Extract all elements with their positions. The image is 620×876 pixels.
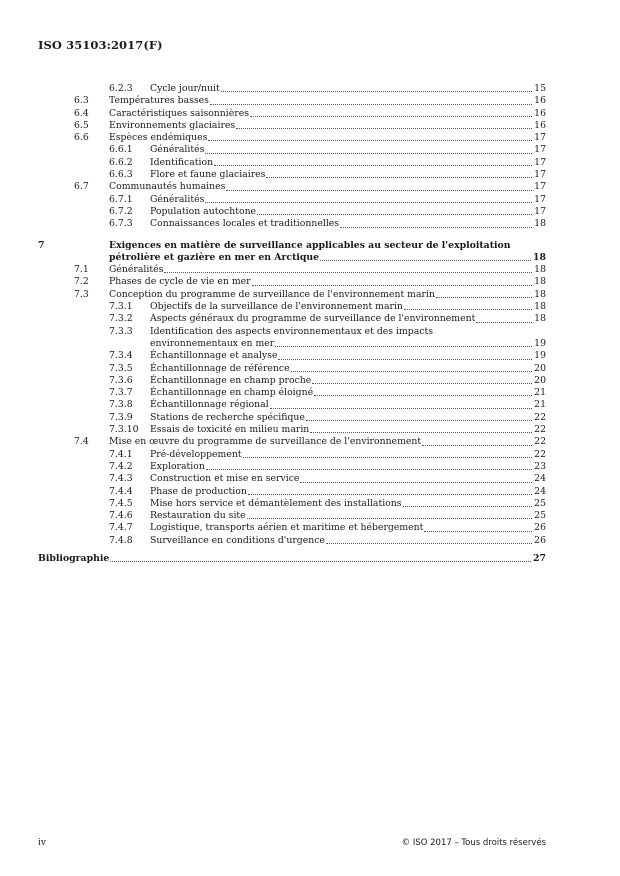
leader-dots [257,214,532,215]
toc-entry[interactable] [38,486,546,498]
toc-entry-page: 17 [534,205,546,217]
toc-entry[interactable] [38,120,546,132]
leader-dots [210,104,532,105]
toc-entry-number: 6.3 [74,95,89,107]
toc-entry-page: 21 [534,387,546,399]
toc-entry-title: Restauration du site [150,510,246,522]
toc-entry-page: 16 [534,119,546,131]
toc-entry[interactable] [38,144,546,156]
toc-entry-number: 7.4.1 [109,448,133,460]
toc-entry-page: 21 [534,399,546,411]
toc-entry-number: 7.3.8 [109,399,133,411]
leader-dots [266,177,532,178]
toc-entry[interactable] [38,363,546,375]
toc-entry[interactable] [38,181,546,193]
toc-entry-number: 7.3.7 [109,387,133,399]
toc-entry-page: 18 [534,288,546,300]
toc-entry-title: Essais de toxicité en milieu marin [150,424,310,436]
leader-dots [248,494,532,495]
toc-entry[interactable] [38,313,546,325]
toc-entry-title: Phases de cycle de vie en mer [109,276,251,288]
toc-entry-title: Échantillonnage de référence [150,362,290,374]
toc-entry-number: 7.4.5 [109,497,133,509]
copyright-notice: © ISO 2017 – Tous droits réservés [401,838,546,848]
toc-entry-page: 18 [534,218,546,230]
toc-entry[interactable] [38,276,546,288]
toc-entry[interactable] [38,289,546,301]
toc-entry[interactable] [38,436,546,448]
toc-entry-title: Construction et mise en service [150,473,300,485]
leader-dots [270,408,532,409]
leader-dots [306,420,532,421]
toc-entry-title: Connaissances locales et traditionnelles [150,218,340,230]
leader-dots [110,561,531,562]
toc-entry-number: 6.5 [74,119,89,131]
toc-entry-title: Objectifs de la surveillance de l'environnement marin [150,301,403,313]
toc-entry[interactable] [38,169,546,181]
toc-entry-page: 15 [534,83,546,94]
leader-dots [436,297,532,298]
toc-entry[interactable] [38,498,546,510]
toc-entry-title: Pré-développement [150,448,242,460]
leader-dots [205,153,532,154]
toc-block-7b [38,350,546,547]
document-id: ISO 35103:2017(F) [38,38,163,52]
toc-entry-page: 16 [534,107,546,119]
toc-entry-title: Échantillonnage régional [150,399,269,411]
toc-entry-page: 22 [534,448,546,460]
toc-entry[interactable] [38,522,546,534]
leader-dots [278,359,532,360]
leader-dots [208,140,532,141]
toc-entry-number: 6.7.3 [109,218,133,230]
toc-entry-page: 17 [534,181,546,193]
toc-entry[interactable] [38,473,546,485]
leader-dots [206,469,532,470]
toc-entry-page: 16 [534,95,546,107]
leader-dots [312,383,532,384]
toc-entry-7-3-3-line2[interactable] [38,338,546,350]
toc-entry-title: Aspects généraux du programme de surveillance de l'environnement [150,313,476,325]
toc-entry-page: 17 [534,132,546,144]
toc-entry-number: 7.1 [74,264,89,276]
toc-entry-title: Échantillonnage en champ éloigné [150,387,314,399]
toc-entry-title: Environnements glaciaires [109,119,236,131]
toc-entry[interactable] [38,375,546,387]
toc-entry[interactable] [38,108,546,120]
toc-entry[interactable] [38,424,546,436]
toc-entry-number: 6.7.1 [109,193,133,205]
toc-entry-page: 19 [534,350,546,362]
toc-entry-number: 7 [38,239,45,251]
toc-entry[interactable] [38,301,546,313]
toc-entry-page: 24 [534,485,546,497]
toc-entry-number: 6.2.3 [109,83,133,94]
toc-entry-number: 6.7 [74,181,89,193]
toc-entry-title: Bibliographie [38,552,110,564]
toc-entry-title: Communautés humaines [109,181,226,193]
toc-entry-title: Population autochtone [150,205,257,217]
leader-dots [164,272,532,273]
toc-entry-title: Stations de recherche spécifique [150,411,305,423]
leader-dots [424,531,532,532]
toc-entry-title: Phase de production [150,485,247,497]
toc-block-6 [38,83,546,231]
toc-entry[interactable] [38,83,546,95]
toc-entry-number: 7.4.3 [109,473,133,485]
toc-entry[interactable] [38,218,546,230]
toc-entry-title: Caractéristiques saisonnières [109,107,249,119]
toc-entry-number: 7.4.7 [109,522,133,534]
toc-entry[interactable] [38,206,546,218]
toc-entry-page: 17 [534,193,546,205]
toc-entry-page: 19 [534,337,546,349]
toc-entry[interactable] [38,510,546,522]
toc-entry-title: Logistique, transports aérien et maritime et hébergement [150,522,424,534]
leader-dots [314,395,532,396]
toc-entry-title: Surveillance en conditions d'urgence [150,534,325,546]
toc-entry-page: 23 [534,460,546,472]
leader-dots [214,165,532,166]
toc-entry-title: pétrolière et gazière en mer en Arctique [109,251,320,263]
toc-entry[interactable] [38,412,546,424]
toc-entry-number: 7.3.2 [109,313,133,325]
toc-entry-page: 26 [534,522,546,534]
toc-entry-number: 7.3.9 [109,411,133,423]
toc-entry[interactable] [38,461,546,473]
leader-dots [310,432,532,433]
leader-dots [326,543,532,544]
toc-entry-page: 26 [534,534,546,546]
toc-entry[interactable] [38,399,546,411]
leader-dots [221,91,532,92]
toc-entry-number: 6.6.1 [109,144,133,156]
toc-entry-page: 24 [534,473,546,485]
toc-entry-title: Identification [150,156,214,168]
leader-dots [252,285,533,286]
leader-dots [476,322,532,323]
toc-entry[interactable] [38,132,546,144]
toc-entry-number: 7.2 [74,276,89,288]
toc-entry-title: Températures basses [109,95,209,107]
toc-entry-title: Flore et faune glaciaires [150,169,266,181]
leader-dots [226,190,532,191]
toc-entry-number: 6.6.3 [109,169,133,181]
toc-entry-title: Généralités [109,264,164,276]
toc-entry-title: Conception du programme de surveillance de l'environnement marin [109,288,435,300]
toc-entry-page: 17 [534,156,546,168]
leader-dots [236,128,532,129]
toc-entry[interactable] [38,264,546,276]
toc-entry-page: 22 [534,436,546,448]
toc-entry[interactable] [38,535,546,547]
toc-entry-7-3-3-line1[interactable] [38,326,546,338]
leader-dots [247,518,533,519]
toc-entry-number: 7.4.8 [109,534,133,546]
table-of-contents [38,83,546,565]
toc-entry-number: 7.3.6 [109,374,133,386]
toc-entry-number: 7.3.4 [109,350,133,362]
toc-entry-page: 18 [534,301,546,313]
toc-entry-page: 18 [534,276,546,288]
leader-dots [340,227,532,228]
toc-entry-number: 6.6 [74,132,89,144]
spacer [38,231,546,240]
leader-dots [403,506,533,507]
toc-entry-title: Échantillonnage et analyse [150,350,278,362]
leader-dots [422,445,532,446]
toc-entry[interactable] [38,194,546,206]
toc-entry-number: 7.4.6 [109,510,133,522]
toc-entry-number: 7.3.10 [109,424,139,436]
leader-dots [404,309,532,310]
toc-entry-number: 7.3.3 [109,325,133,337]
toc-entry[interactable] [38,350,546,362]
toc-entry-title: Mise hors service et démantèlement des installations [150,497,402,509]
leader-dots [243,457,533,458]
leader-dots [205,202,532,203]
toc-entry-title: Espèces endémiques [109,132,208,144]
toc-entry-page: 18 [534,313,546,325]
leader-dots [250,116,532,117]
toc-entry[interactable] [38,449,546,461]
toc-entry-title: Cycle jour/nuit [150,83,220,94]
toc-entry-number: 7.4.4 [109,485,133,497]
toc-entry-page: 17 [534,144,546,156]
toc-entry-page: 25 [534,497,546,509]
toc-entry-page: 20 [534,362,546,374]
toc-entry-title: Généralités [150,144,205,156]
toc-entry-page: 22 [534,424,546,436]
toc-entry-page: 18 [533,251,546,263]
toc-entry[interactable] [38,157,546,169]
toc-entry-number: 7.3 [74,288,89,300]
toc-entry-number: 7.3.5 [109,362,133,374]
toc-entry-title: Exploration [150,460,205,472]
toc-entry-title: Exigences en matière de surveillance applicables au secteur de l'exploitation [109,239,511,251]
toc-entry-page: 25 [534,510,546,522]
toc-entry[interactable] [38,387,546,399]
toc-block-7a [38,264,546,325]
toc-entry-page: 27 [533,552,546,564]
leader-dots [320,260,531,261]
page-number: iv [38,838,46,848]
toc-entry-page: 17 [534,169,546,181]
toc-entry-7-line1[interactable] [38,240,546,252]
toc-entry-number: 6.4 [74,107,89,119]
toc-entry-page: 18 [534,264,546,276]
toc-entry-title: Mise en œuvre du programme de surveillance de l'environnement [109,436,422,448]
toc-entry-title: environnementaux en mer [150,337,275,349]
toc-entry-number: 6.7.2 [109,205,133,217]
toc-entry-bibliography[interactable] [38,553,546,565]
toc-entry-title: Échantillonnage en champ proche [150,374,312,386]
leader-dots [291,371,533,372]
toc-entry-number: 7.4.2 [109,460,133,472]
toc-entry-7-line2[interactable] [38,252,546,264]
leader-dots [275,346,532,347]
toc-entry-number: 7.3.1 [109,301,133,313]
toc-entry-page: 20 [534,374,546,386]
toc-entry[interactable] [38,95,546,107]
toc-entry-number: 6.6.2 [109,156,133,168]
toc-entry-title: Généralités [150,193,205,205]
toc-entry-number: 7.4 [74,436,89,448]
leader-dots [300,482,532,483]
toc-entry-title: Identification des aspects environnementaux et des impacts [150,325,434,337]
toc-entry-page: 22 [534,411,546,423]
